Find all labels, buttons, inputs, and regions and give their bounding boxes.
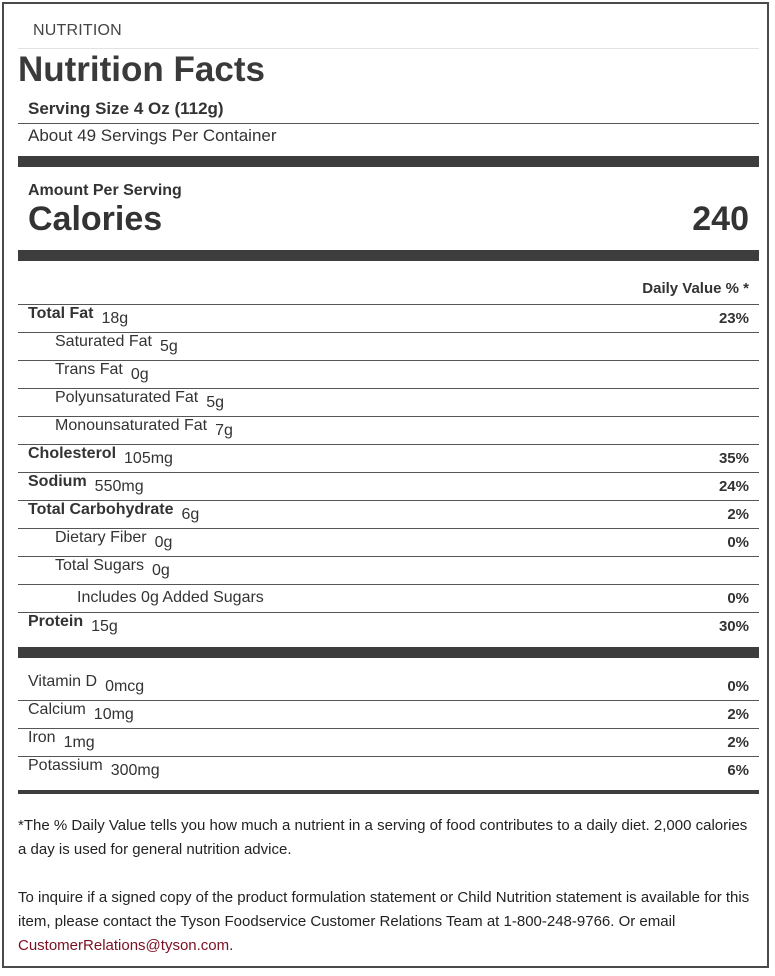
- inquiry-text: [18, 886, 753, 958]
- vitamin-row-potassium: [18, 757, 759, 785]
- nutrient-name: Total Fat 18g: [28, 305, 129, 327]
- nutrient-amount: 0g: [154, 534, 173, 551]
- nutrient-pct: 35%: [718, 450, 749, 467]
- nutrient-name: Polyunsaturated Fat 5g: [55, 389, 224, 411]
- vitamin-pct: 2%: [727, 706, 749, 723]
- nutrient-name: Sodium 550mg: [28, 473, 144, 495]
- nutrient-amount: 15g: [91, 618, 118, 635]
- nutrient-row-sodium: [18, 473, 759, 501]
- nutrient-pct: 2%: [727, 506, 749, 523]
- nutrient-name: Total Carbohydrate 6g: [28, 501, 200, 523]
- daily-value-footnote: *The % Daily Value tells you how much a nutrient in a serving of food contributes to a daily diet. 2,000 calories a day is used for general nutrition advice.: [18, 817, 748, 858]
- vitamin-amount: 0mcg: [105, 678, 145, 695]
- nutrient-name: Trans Fat 0g: [55, 361, 149, 383]
- customer-relations-email-link[interactable]: CustomerRelations@tyson.com: [18, 937, 230, 954]
- nutrient-name: Total Sugars 0g: [55, 557, 170, 579]
- daily-value-header: Daily Value % *: [642, 280, 749, 297]
- section-divider: [18, 48, 759, 49]
- vitamin-row-iron: [18, 729, 759, 757]
- thick-divider: [18, 250, 759, 261]
- vitamin-name: Iron 1mg: [28, 729, 95, 751]
- nutrient-row-total-fat: [18, 305, 759, 333]
- vitamin-pct: 6%: [727, 762, 749, 779]
- vitamin-pct: 2%: [727, 734, 749, 751]
- nutrient-pct: 0%: [727, 534, 749, 551]
- amount-per-serving-label: Amount Per Serving: [28, 182, 182, 199]
- inquiry-end: .: [229, 937, 234, 954]
- nutrient-pct: 23%: [718, 310, 749, 327]
- nutrient-name: Monounsaturated Fat 7g: [55, 417, 233, 439]
- nutrient-amount: 18g: [101, 310, 129, 327]
- nutrient-amount: 7g: [215, 422, 233, 439]
- servings-per-container: About 49 Servings Per Container: [28, 126, 277, 145]
- thick-divider: [18, 156, 759, 167]
- vitamin-pct: 0%: [727, 678, 749, 695]
- nutrient-row-monounsaturated-fat: [18, 417, 759, 445]
- nutrient-pct: 24%: [718, 478, 749, 495]
- nutrient-name: Protein 15g: [28, 613, 118, 635]
- section-title: NUTRITION: [33, 22, 122, 39]
- inquiry-body: To inquire if a signed copy of the product formulation statement or Child Nutrition statement is available for this item, please contact the Tyson Foodservice Customer Relations Team at 1-800-248-9766. Or email: [18, 889, 750, 930]
- divider: [18, 123, 759, 124]
- nutrient-amount: 550mg: [94, 478, 144, 495]
- vitamin-row-vitamin-d: [18, 673, 759, 701]
- vitamin-name: Calcium 10mg: [28, 701, 134, 723]
- nutrient-amount: 0g: [151, 562, 170, 579]
- nutrient-amount: 0g: [130, 366, 149, 383]
- nutrient-row-polyunsaturated-fat: [18, 389, 759, 417]
- nutrient-row-total-carbohydrate: [18, 501, 759, 529]
- nutrient-row-added-sugars: [18, 585, 759, 613]
- nutrient-name: Cholesterol 105mg: [28, 445, 173, 467]
- vitamin-name: Vitamin D 0mcg: [28, 673, 145, 695]
- nutrient-pct: 0%: [727, 590, 749, 607]
- vitamin-name: Potassium 300mg: [28, 757, 160, 779]
- nutrient-row-protein: [18, 613, 759, 641]
- nutrient-name: Saturated Fat 5g: [55, 333, 178, 355]
- nutrient-amount: 6g: [181, 506, 200, 523]
- nutrient-amount: 5g: [206, 394, 224, 411]
- calories-value: 240: [692, 200, 749, 238]
- nutrient-amount: 105mg: [124, 450, 173, 467]
- nutrient-name: Includes 0g Added Sugars: [77, 589, 264, 606]
- vitamin-amount: 300mg: [110, 762, 160, 779]
- calories-label: Calories: [28, 200, 163, 238]
- vitamin-row-calcium: [18, 701, 759, 729]
- nutrient-row-trans-fat: [18, 361, 759, 389]
- nutrient-row-dietary-fiber: [18, 529, 759, 557]
- vitamin-amount: 10mg: [93, 706, 134, 723]
- nutrition-facts-title: Nutrition Facts: [18, 50, 265, 89]
- nutrient-row-total-sugars: [18, 557, 759, 585]
- nutrient-row-cholesterol: [18, 445, 759, 473]
- vitamin-amount: 1mg: [63, 734, 95, 751]
- thick-divider: [18, 647, 759, 658]
- nutrient-amount: 5g: [159, 338, 178, 355]
- nutrient-pct: 30%: [718, 618, 749, 635]
- nutrient-name: Dietary Fiber 0g: [55, 529, 173, 551]
- bottom-divider: [18, 790, 759, 794]
- serving-size: Serving Size 4 Oz (112g): [28, 99, 224, 118]
- nutrient-row-saturated-fat: [18, 333, 759, 361]
